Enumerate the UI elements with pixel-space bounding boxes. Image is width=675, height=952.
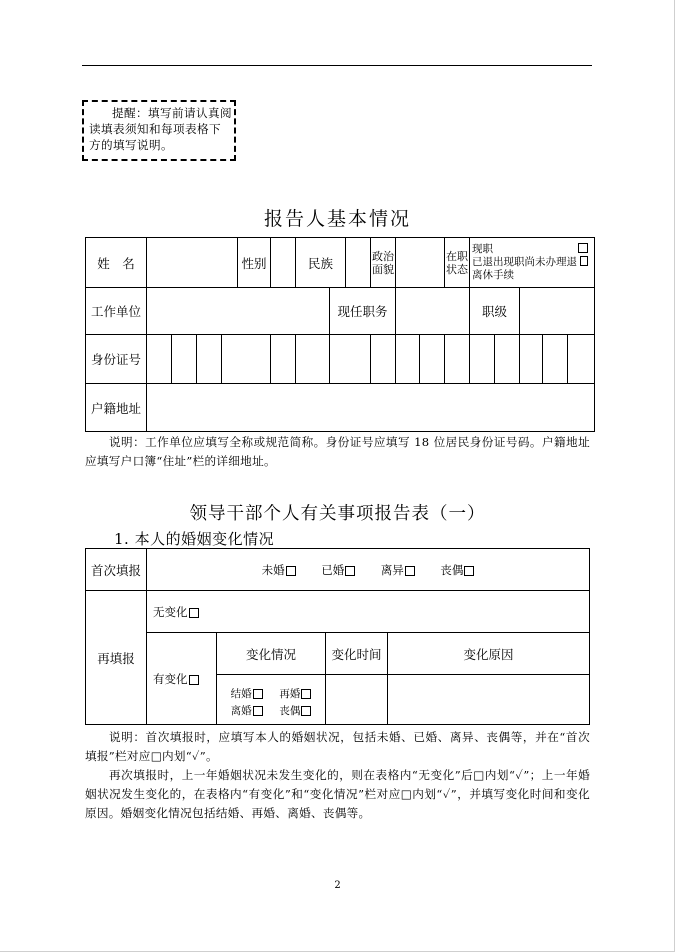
work-unit-cell[interactable] [147,288,330,335]
basic-info-title: 报告人基本情况 [263,208,411,230]
option-divorced[interactable]: 离异 [381,563,415,577]
header-rule [82,65,592,66]
change-time-cell[interactable] [326,675,388,725]
rank-label: 职级 [470,288,520,335]
change-time-header: 变化时间 [326,633,388,675]
first-report-options [147,549,590,591]
political-label: 政治面貌 [371,238,396,288]
ethnicity-label: 民族 [296,238,346,288]
basic-info-table [85,237,595,432]
hukou-address-cell[interactable] [147,384,595,432]
id-digit-cell[interactable] [470,335,495,384]
option-remarry[interactable]: 再婚 [279,688,311,700]
id-digit-cell[interactable] [568,335,595,384]
checkbox[interactable] [189,608,199,618]
option-married[interactable]: 已婚 [321,563,355,577]
employment-option-retired[interactable]: 已退出现职尚未办理退离休手续 [472,256,594,282]
gender-label: 性别 [238,238,271,288]
checkbox[interactable] [189,675,199,685]
id-digit-cell[interactable] [271,335,296,384]
id-digit-cell[interactable] [147,335,172,384]
ethnicity-cell[interactable] [346,238,371,288]
work-unit-label: 工作单位 [86,288,147,335]
marriage-table [85,548,590,725]
id-digit-cell[interactable] [520,335,543,384]
option-marry[interactable]: 结婚 [231,688,263,700]
first-report-label: 首次填报 [86,549,147,591]
employment-label: 在职状态 [445,238,470,288]
id-digit-cell[interactable] [420,335,445,384]
reminder-text: 提醒：填写前请认真阅读填表须知和每项表格下方的填写说明。 [89,106,232,152]
change-situation-header: 变化情况 [217,633,326,675]
gender-cell[interactable] [271,238,296,288]
employment-status-options [470,238,595,288]
position-label: 现任职务 [330,288,396,335]
name-label: 姓 名 [86,238,147,288]
id-digit-cell[interactable] [197,335,222,384]
id-digit-cell[interactable] [371,335,396,384]
marriage-note-second: 再次填报时，上一年婚姻状况未发生变化的，则在表格内“无变化”后□内划“✓”；上一年婚姻状况发生变化的，在表格内“有变化”和“变化情况”栏对应□内划“✓”，并填写变化时间和变化原因。婚姻变化情况包括结婚、再婚、离婚、丧偶等。 [85,768,590,820]
name-cell[interactable] [147,238,238,288]
hukou-address-label: 户籍地址 [86,384,147,432]
option-unmarried[interactable]: 未婚 [262,563,296,577]
page-number: 2 [334,880,341,891]
change-reason-header: 变化原因 [388,633,590,675]
id-digit-cell[interactable] [296,335,330,384]
id-digit-cell[interactable] [445,335,470,384]
id-digit-cell[interactable] [543,335,568,384]
id-number-label: 身份证号 [86,335,147,384]
id-digit-cell[interactable] [222,335,271,384]
basic-info-note: 说明：工作单位应填写全称或规范简称。身份证号应填写 18 位居民身份证号码。户籍地址应填写户口簿“住址”栏的详细地址。 [85,435,590,468]
option-widowed[interactable]: 丧偶 [440,563,474,577]
no-change-option[interactable]: 无变化 [147,591,590,633]
checkbox[interactable] [580,256,588,266]
id-digit-cell[interactable] [330,335,371,384]
political-cell[interactable] [396,238,445,288]
change-situation-options [217,675,326,725]
checkbox[interactable] [286,566,296,576]
id-digit-cell[interactable] [172,335,197,384]
reminder-box [82,100,236,161]
employment-option-current[interactable]: 现职 [472,243,594,256]
id-digit-cell[interactable] [495,335,520,384]
checkbox[interactable] [464,566,474,576]
checkbox[interactable] [253,689,263,699]
checkbox[interactable] [301,706,311,716]
checkbox[interactable] [301,689,311,699]
marriage-note-first: 说明：首次填报时，应填写本人的婚姻状况，包括未婚、已婚、离异、丧偶等，并在“首次填报”栏对应□内划“✓”。 [85,730,590,763]
option-widow[interactable]: 丧偶 [279,705,311,717]
rank-cell[interactable] [520,288,595,335]
has-change-option[interactable]: 有变化 [147,633,217,725]
report-form-title: 领导干部个人有关事项报告表（一） [189,504,486,524]
checkbox[interactable] [253,706,263,716]
checkbox[interactable] [578,243,588,253]
checkbox[interactable] [405,566,415,576]
position-cell[interactable] [396,288,470,335]
section-heading: 1. 本人的婚姻变化情况 [114,530,275,548]
option-divorce[interactable]: 离婚 [231,705,263,717]
refill-label: 再填报 [86,591,147,725]
change-reason-cell[interactable] [388,675,590,725]
id-digit-cell[interactable] [396,335,420,384]
checkbox[interactable] [345,566,355,576]
